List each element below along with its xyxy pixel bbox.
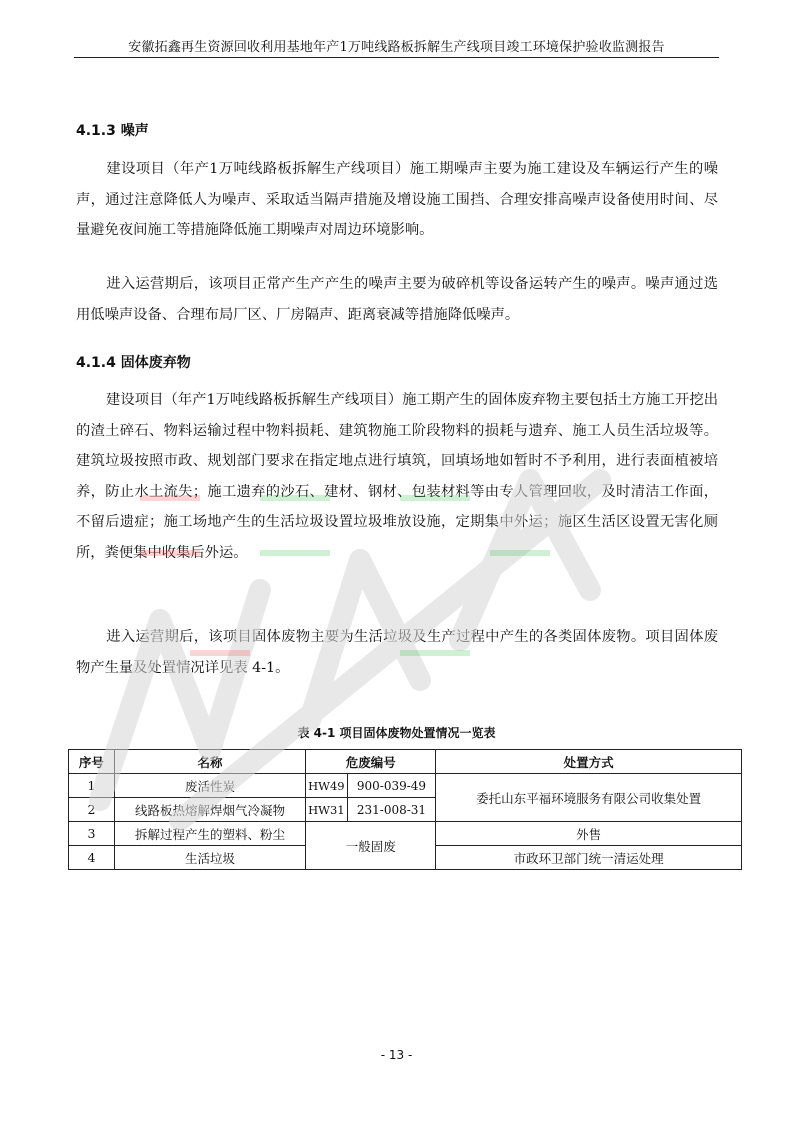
section-heading-solid-waste: 4.1.4 固体废弃物 — [76, 355, 191, 371]
cell-hw-code: 231-008-31 — [347, 798, 436, 822]
header-name: 名称 — [114, 750, 305, 774]
header-divider — [74, 57, 719, 58]
page-header-title: 安徽拓鑫再生资源回收利用基地年产1万吨线路板拆解生产线项目竣工环境保护验收监测报告 — [128, 40, 665, 55]
header-index: 序号 — [69, 750, 115, 774]
paragraph-noise-operation: 进入运营期后，该项目正常产生产产生的噪声主要为破碎机等设备运转产生的噪声。噪声通过选用低噪声设备、合理布局厂区、厂房隔声、距离衰减等措施降低噪声。 — [76, 276, 718, 323]
cell-disposal: 市政环卫部门统一清运处理 — [436, 846, 742, 870]
header-disposal: 处置方式 — [436, 750, 742, 774]
paragraph-noise-construction: 建设项目（年产1万吨线路板拆解生产线项目）施工期噪声主要为施工建设及车辆运行产生的噪声，通过注意降低人为噪声、采取适当隔声措施及增设施工围挡、合理安排高噪声设备使用时间、尽量避免夜间施工等措施降低施工期噪声对周边环境影响。 — [76, 161, 718, 239]
cell-name: 拆解过程产生的塑料、粉尘 — [114, 822, 305, 846]
header-hazard-code: 危废编号 — [306, 750, 436, 774]
cell-index: 4 — [69, 846, 115, 870]
table-row — [69, 774, 742, 798]
cell-name: 生活垃圾 — [114, 846, 305, 870]
table-row — [69, 822, 742, 846]
cell-name: 废活性炭 — [114, 774, 305, 798]
cell-index: 2 — [69, 798, 115, 822]
cell-index: 1 — [69, 774, 115, 798]
cell-name: 线路板热熔解焊烟气冷凝物 — [114, 798, 305, 822]
table-header-row — [69, 750, 742, 774]
cell-disposal: 外售 — [436, 822, 742, 846]
cell-hw-code: 900-039-49 — [347, 774, 436, 798]
cell-index: 3 — [69, 822, 115, 846]
page-number: - 13 - — [380, 1048, 413, 1062]
section-heading-noise: 4.1.3 噪声 — [76, 123, 149, 139]
solid-waste-table — [68, 749, 742, 870]
cell-general-waste: 一般固废 — [306, 822, 436, 870]
cell-hw-category: HW49 — [306, 774, 347, 798]
table-caption: 表 4-1 项目固体废物处置情况一览表 — [297, 726, 496, 740]
paragraph-waste-operation: 进入运营期后，该项目固体废物主要为生活垃圾及生产过程中产生的各类固体废物。项目固体废物产生量及处置情况详见表 4-1。 — [76, 629, 718, 676]
cell-hazard-disposal: 委托山东平福环境服务有限公司收集处置 — [436, 774, 742, 822]
cell-hw-category: HW31 — [306, 798, 347, 822]
paragraph-waste-construction: 建设项目（年产1万吨线路板拆解生产线项目）施工期产生的固体废弃物主要包括土方施工开挖出的渣土碎石、物料运输过程中物料损耗、建筑物施工阶段物料的损耗与遗弃、施工人员生活垃圾等。建筑垃圾按照市政、规划部门要求在指定地点进行填筑，回填场地如暂时不予利用，进行表面植被培养，防止水土流失；施工遗弃的沙石、建材、钢材、包装材料等由专人管理回收，及时清洁工作面，不留后遗症；施工场地产生的生活垃圾设置垃圾堆放设施，定期集中外运；施区生活区设置无害化厕所，粪便集中收集后外运。 — [76, 392, 718, 561]
